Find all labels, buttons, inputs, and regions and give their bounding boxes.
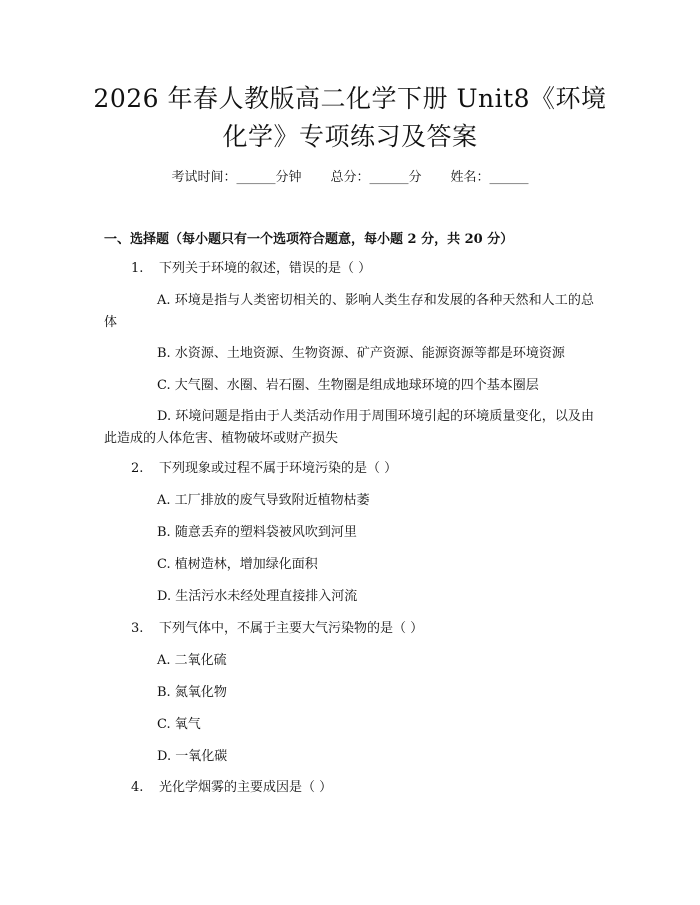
question-1-option-a: A. 环境是指与人类密切相关的、影响人类生存和发展的各种天然和人工的总体 [104, 293, 594, 330]
question-text: 下列关于环境的叙述，错误的是（ ） [159, 261, 372, 276]
question-3-option-a: A. 二氧化硫 [157, 653, 227, 668]
question-1 [131, 258, 371, 280]
question-1-option-d: D. 环境问题是指由于人类活动作用于周围环境引起的环境质量变化，以及由此造成的人体危害、植物破坏或财产损失 [104, 409, 594, 446]
student-name: 姓名：______ [450, 170, 529, 185]
question-text: 下列现象或过程不属于环境污染的是（ ） [159, 461, 398, 476]
document-title [90, 80, 610, 156]
question-number: 3. [131, 621, 144, 636]
question-2-option-c: C. 植树造林，增加绿化面积 [157, 557, 318, 572]
question-number: 4. [131, 780, 144, 795]
question-3-option-d: D. 一氧化碳 [157, 749, 228, 764]
title-line-2: 化学》专项练习及答案 [222, 122, 478, 151]
question-4 [131, 777, 332, 799]
question-2 [131, 458, 397, 480]
question-text: 光化学烟雾的主要成因是（ ） [159, 780, 333, 795]
section-heading: 一、选择题（每小题只有一个选项符合题意，每小题 2 分，共 20 分） [104, 232, 514, 247]
question-2-option-a: A. 工厂排放的废气导致附近植物枯萎 [157, 493, 370, 508]
question-3 [131, 618, 423, 640]
question-number: 1. [131, 261, 144, 276]
exam-time: 考试时间：______分钟 [171, 170, 302, 185]
question-text: 下列气体中，不属于主要大气污染物的是（ ） [159, 621, 424, 636]
question-1-option-b: B. 水资源、土地资源、生物资源、矿产资源、能源资源等都是环境资源 [157, 346, 565, 361]
question-3-option-b: B. 氮氧化物 [157, 685, 227, 700]
total-score: 总分：______分 [330, 170, 422, 185]
question-number: 2. [131, 461, 144, 476]
title-line-1: 2026 年春人教版高二化学下册 Unit8《环境 [93, 84, 607, 113]
question-1-option-c: C. 大气圈、水圈、岩石圈、生物圈是组成地球环境的四个基本圈层 [157, 378, 539, 393]
question-2-option-d: D. 生活污水未经处理直接排入河流 [157, 589, 358, 604]
question-2-option-b: B. 随意丢弃的塑料袋被风吹到河里 [157, 525, 357, 540]
question-3-option-c: C. 氧气 [157, 717, 201, 732]
exam-meta-line [0, 169, 700, 187]
